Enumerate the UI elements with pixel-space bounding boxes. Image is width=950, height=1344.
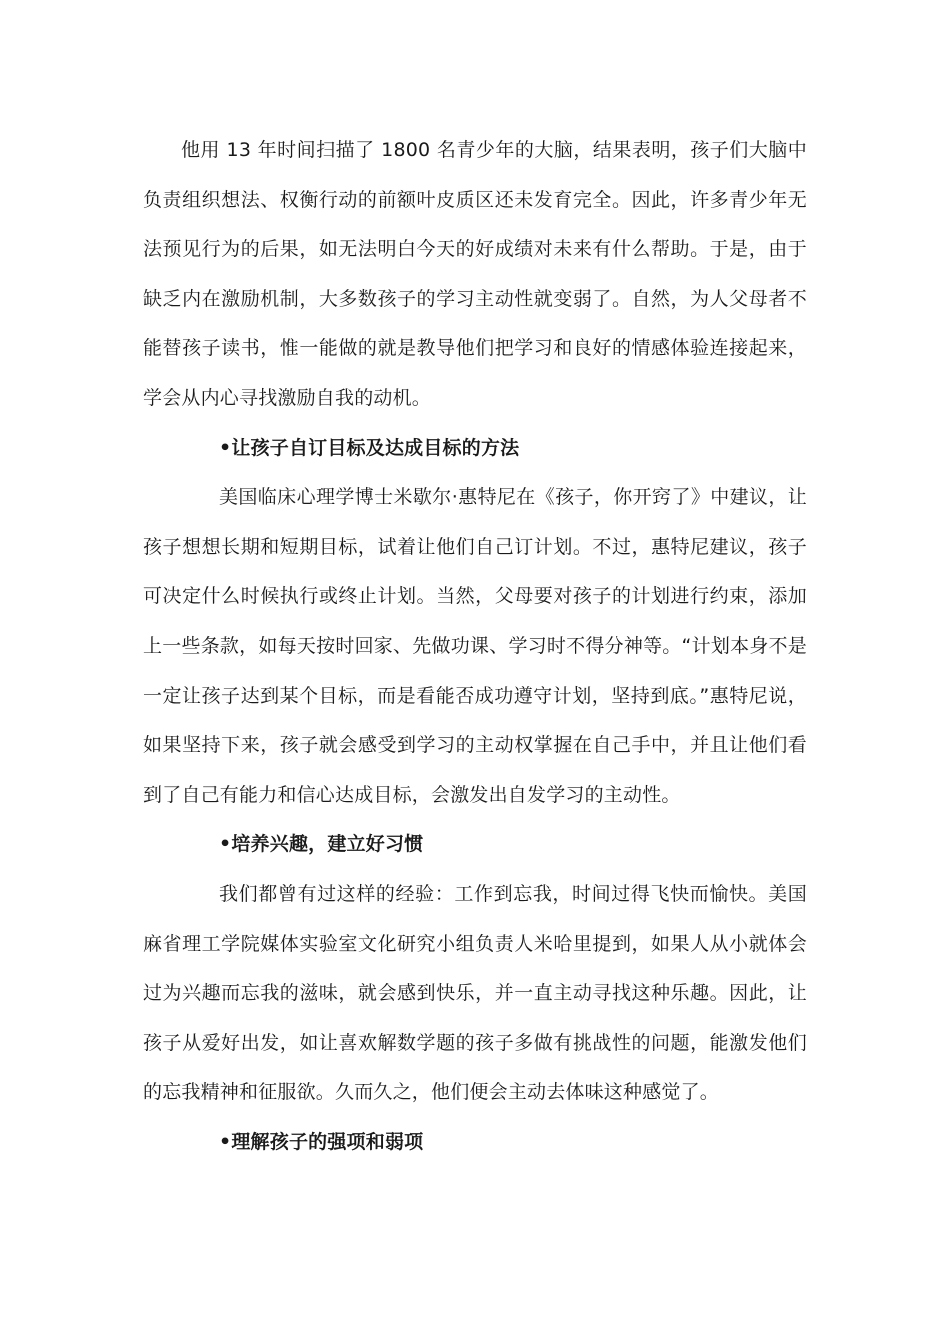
section-heading: •理解孩子的强项和弱项: [219, 1130, 424, 1153]
body-paragraph: 我们都曾有过这样的经验：工作到忘我，时间过得飞快而愉快。美国麻省理工学院媒体实验室文化研究小组负责人米哈里提到，如果人从小就体会过为兴趣而忘我的滋味，就会感到快乐，并一直主动寻找这种乐趣。因此，让孩子从爱好出发，如让喜欢解数学题的孩子多做有挑战性的问题，能激发他们的忘我精神和征服欲。久而久之，他们便会主动去体味这种感觉了。: [143, 882, 807, 1104]
body-paragraph: 美国临床心理学博士米歇尔·惠特尼在《孩子，你开窍了》中建议，让孩子想想长期和短期目标，试着让他们自己订计划。不过，惠特尼建议，孩子可决定什么时候执行或终止计划。当然，父母要对孩子的计划进行约束，添加上一些条款，如每天按时回家、先做功课、学习时不得分神等。“计划本身不是一定让孩子达到某个目标，而是看能否成功遵守计划，坚持到底。”惠特尼说，如果坚持下来，孩子就会感受到学习的主动权掌握在自己手中，并且让他们看到了自己有能力和信心达成目标，会激发出自发学习的主动性。: [143, 486, 807, 806]
section-heading: •培养兴趣，建立好习惯: [219, 833, 424, 856]
document-page: [143, 126, 807, 1167]
section-heading: •让孩子自订目标及达成目标的方法: [219, 436, 520, 459]
body-paragraph: 他用 13 年时间扫描了 1800 名青少年的大脑，结果表明，孩子们大脑中负责组织想法、权衡行动的前额叶皮质区还未发育完全。因此，许多青少年无法预见行为的后果，如无法明白今天的好成绩对未来有什么帮助。于是，由于缺乏内在激励机制，大多数孩子的学习主动性就变弱了。自然，为人父母者不能替孩子读书，惟一能做的就是教导他们把学习和良好的情感体验连接起来，学会从内心寻找激励自我的动机。: [143, 139, 807, 409]
